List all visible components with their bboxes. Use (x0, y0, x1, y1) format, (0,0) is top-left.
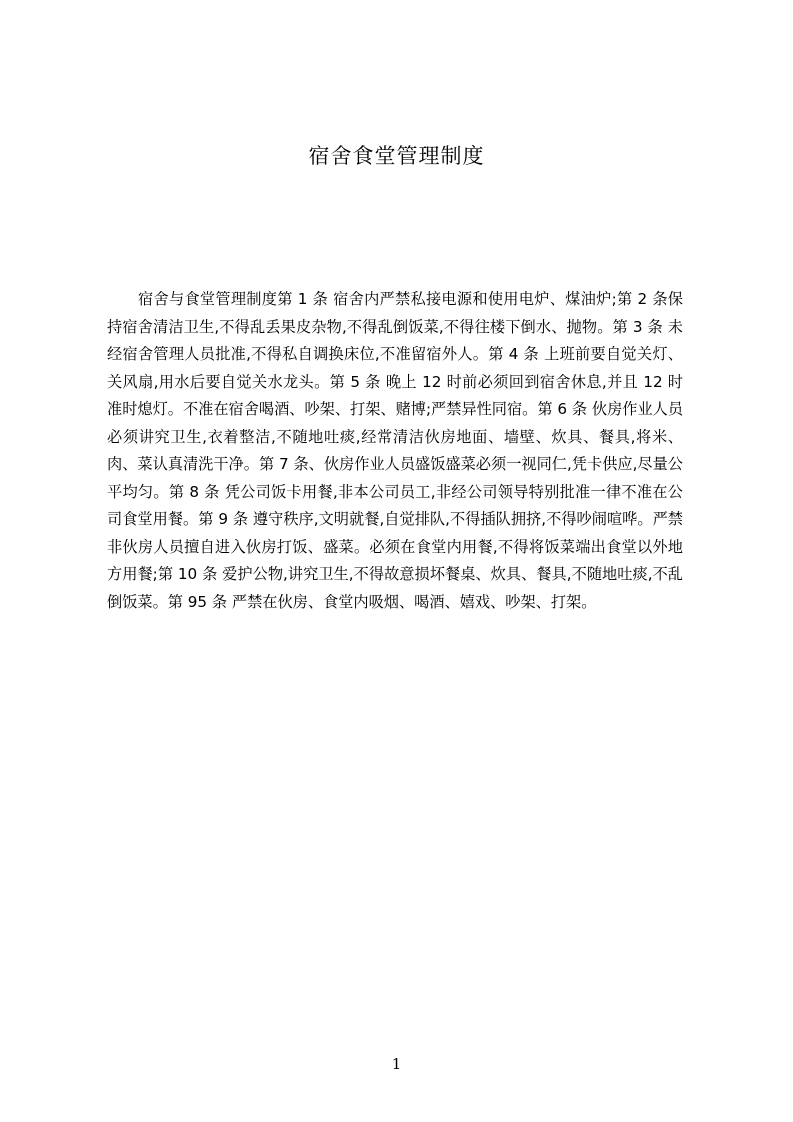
document-title: 宿舍食堂管理制度 (308, 144, 485, 168)
document-body-paragraph: 宿舍与食堂管理制度第 1 条 宿舍内严禁私接电源和使用电炉、煤油炉;第 2 条保持宿舍清洁卫生,不得乱丢果皮杂物,不得乱倒饭菜,不得往楼下倒水、抛物。第 3 条 未经宿舍管理人员批准,不得私自调换床位,不准留宿外人。第 4 条 上班前要自觉关灯、关风扇,用水后要自觉关水龙头。第 5 条 晚上 12 时前必须回到宿舍休息,并且 12 时准时熄灯。不准在宿舍喝酒、吵架、打架、赌博;严禁异性同宿。第 6 条 伙房作业人员必须讲究卫生,衣着整洁,不随地吐痰,经常清洁伙房地面、墙壁、炊具、餐具,将米、肉、菜认真清洗干净。第 7 条、伙房作业人员盛饭盛菜必须一视同仁,凭卡供应,尽量公平均匀。第 8 条 凭公司饭卡用餐,非本公司员工,非经公司领导特别批准一律不准在公司食堂用餐。第 9 条 遵守秩序,文明就餐,自觉排队,不得插队拥挤,不得吵闹喧哗。严禁非伙房人员擅自进入伙房打饭、盛菜。必须在食堂内用餐,不得将饭菜端出食堂以外地方用餐;第 10 条 爱护公物,讲究卫生,不得故意损坏餐桌、炊具、餐具,不随地吐痰,不乱倒饭菜。第 95 条 严禁在伙房、食堂内吸烟、喝酒、嬉戏、吵架、打架。 (107, 290, 684, 611)
page-number: 1 (391, 1055, 402, 1073)
